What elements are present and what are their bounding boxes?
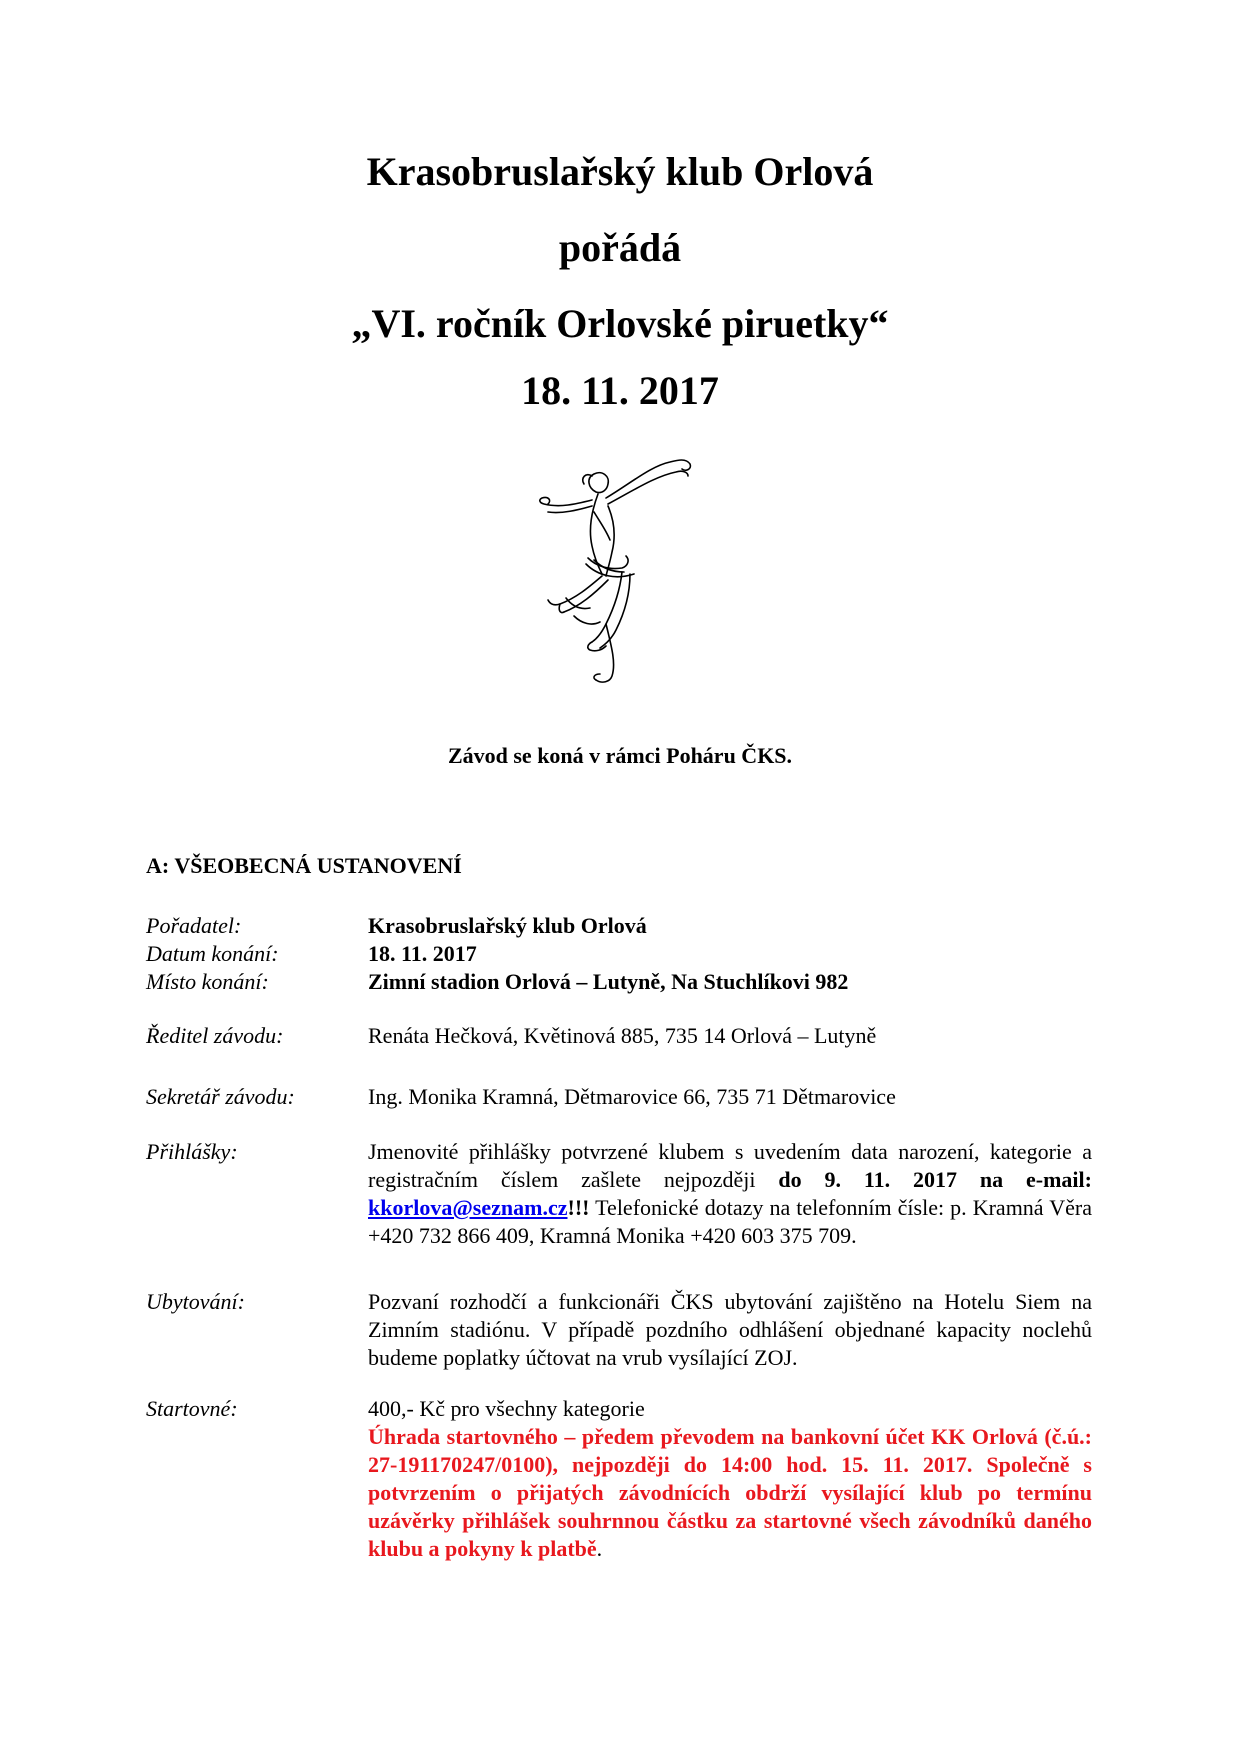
date-value: 18. 11. 2017 [368,941,477,966]
secretary-label: Sekretář závodu: [146,1084,295,1109]
director-label: Ředitel závodu: [146,1023,284,1048]
applications-text-part1: Jmenovité přihlášky potvrzené klubem s uvedením data narození, kategorie a registračním číslem zašlete nejpozději [368,1139,1092,1192]
entry-fee-block [368,1395,1092,1563]
applications-text [368,1138,1092,1250]
section-a-heading: A: VŠEOBECNÁ USTANOVENÍ [146,853,462,878]
organizer-label: Pořadatel: [146,913,242,938]
club-title: Krasobruslařský klub Orlová [366,149,874,194]
payment-instructions: Úhrada startovného – předem převodem na bankovní účet KK Orlová (č.ú.: 27-191170247/0100), nejpozději do 14:00 hod. 15. 11. 2017. Společně s potvrzením o přijatých závodnících obdrží vysílající klub po termínu uzávěrky přihlášek souhrnnou částku za startovné všech závodníků daného klubu a pokyny k platbě [368,1424,1092,1561]
venue-label: Místo konání: [146,969,269,994]
competition-note: Závod se koná v rámci Poháru ČKS. [447,743,793,768]
email-link[interactable]: kkorlova@seznam.cz [368,1195,568,1220]
accommodation-text: Pozvaní rozhodčí a funkcionáři ČKS ubytování zajištěno na Hotelu Siem na Zimním stadiónu. V případě pozdního odhlášení objednané kapacity noclehů budeme poplatky účtovat na vrub vysílající ZOJ. [368,1289,1092,1370]
payment-info [368,1423,1092,1563]
entry-fee-label: Startovné: [146,1396,238,1421]
organizer-value: Krasobruslařský klub Orlová [368,913,647,938]
payment-period: . [596,1536,603,1561]
applications-exclaim: !!! [567,1195,590,1220]
applications-text-part2: Telefonické dotazy na telefonním čísle: p. Kramná Věra +420 732 866 409, Kramná Monika +420 603 375 709. [368,1195,1092,1248]
date-label: Datum konání: [146,941,279,966]
secretary-value: Ing. Monika Kramná, Dětmarovice 66, 735 71 Dětmarovice [368,1084,896,1109]
figure-skater-icon [536,448,720,686]
venue-value: Zimní stadion Orlová – Lutyně, Na Stuchlíkovi 982 [368,969,849,994]
applications-label: Přihlášky: [146,1139,238,1164]
applications-deadline: do 9. 11. 2017 na e-mail: [778,1167,1092,1192]
entry-fee-amount: 400,- Kč pro všechny kategorie [368,1396,645,1421]
accommodation-label: Ubytování: [146,1289,245,1314]
director-value: Renáta Hečková, Květinová 885, 735 14 Orlová – Lutyně [368,1023,877,1048]
event-title: „VI. ročník Orlovské piruetky“ [351,301,889,346]
event-date: 18. 11. 2017 [521,368,719,413]
organizes-line: pořádá [558,225,682,270]
